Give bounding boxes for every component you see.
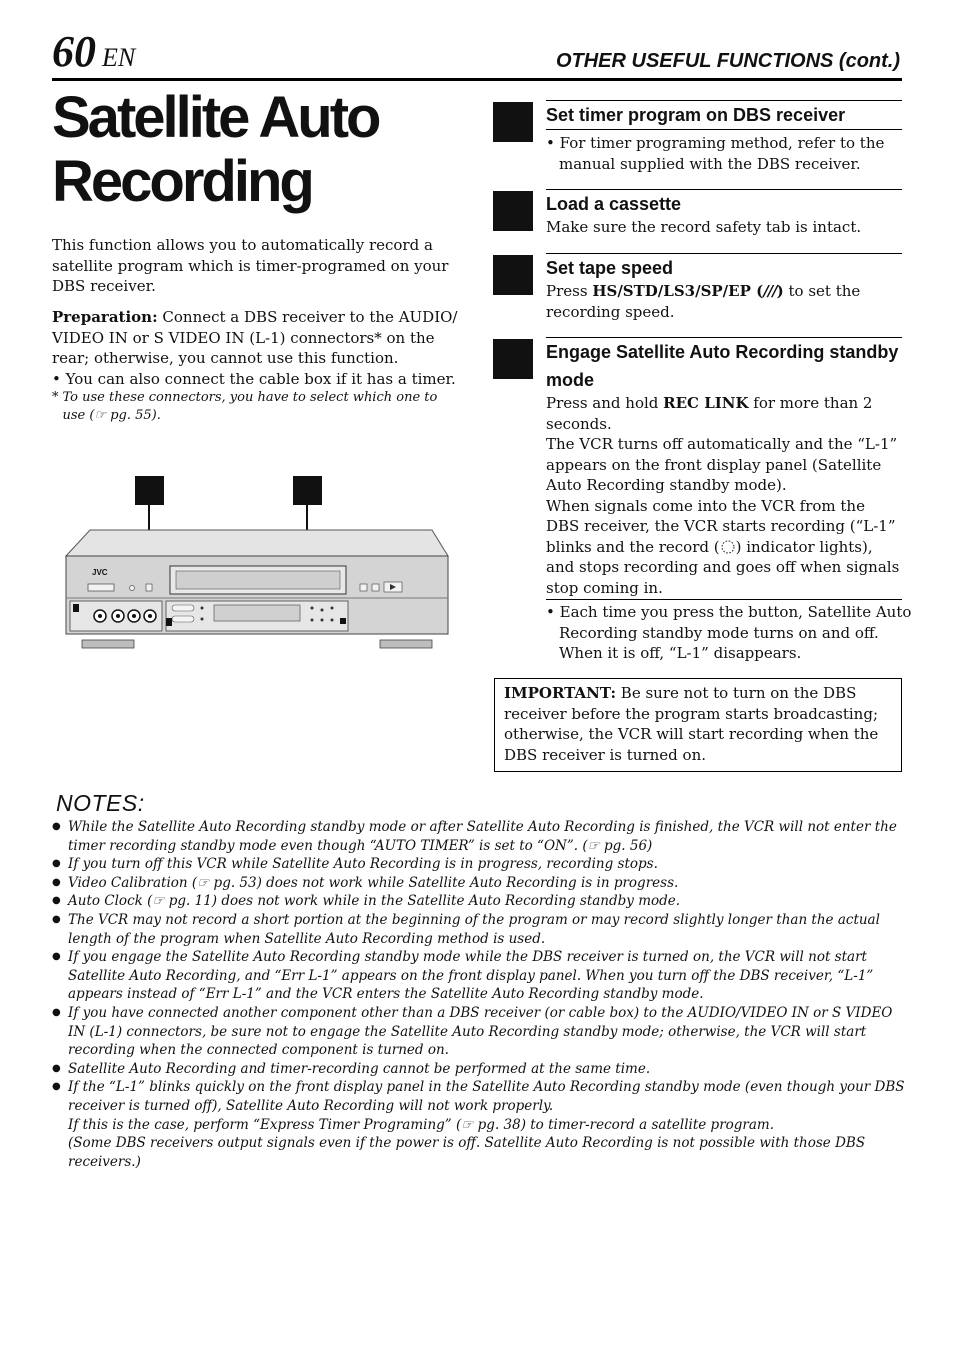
step-2-marker	[493, 191, 533, 231]
footnote	[52, 389, 462, 425]
step-2-text: Make sure the record safety tab is intact.	[546, 218, 862, 236]
important-box	[494, 678, 902, 772]
vcr-illustration	[60, 470, 460, 660]
note-item: ● If the “L-1” blinks quickly on the front display panel in the Satellite Auto Recording standby mode (even though your DBS receiver is turned off), Satellite Auto Recording will not work properly.	[52, 1079, 905, 1114]
step-4-marker	[493, 339, 533, 379]
page-title-line-2: Recording	[52, 149, 312, 214]
preparation-paragraph	[52, 307, 462, 389]
section-title: OTHER USEFUL FUNCTIONS (cont.)	[555, 50, 900, 72]
step-4-paragraph-2: The VCR turns off automatically and the “L-1” appears on the front display panel (Satellite Auto Recording standby mode).	[546, 435, 898, 494]
footnote-star: *	[52, 390, 59, 405]
speed-icon: ///	[763, 282, 777, 300]
step-4-bullet: • Each time you press the button, Satellite Auto Recording standby mode turns on and off. When it is off, “L-1” disappears.	[546, 603, 912, 662]
step-4-separator	[546, 599, 902, 600]
note-item: ● Satellite Auto Recording and timer-recording cannot be performed at the same time.	[52, 1060, 651, 1077]
note-item: ● The VCR may not record a short portion at the beginning of the program or may record slightly longer than the actual length of the program when Satellite Auto Recording method is used.	[52, 911, 880, 947]
page-number: 60 EN	[52, 27, 136, 76]
step-4-paragraph-3: When signals come into the VCR from the DBS receiver, the VCR starts recording (“L-1” blinks and the record ( ) indicator lights), and stops recording and goes off when signals stop coming in.	[546, 496, 900, 597]
important-text: Be sure not to turn on the DBS receiver before the program starts broadcasting; otherwise, the VCR will start recording when the DBS receiver is turned on.	[504, 684, 879, 764]
preparation-bullet: • You can also connect the cable box if it has a timer.	[52, 369, 456, 388]
notes-list	[52, 818, 912, 1171]
step-2-heading: Load a cassette	[546, 189, 902, 218]
note-item: ● Auto Clock (☞ pg. 11) does not work while in the Satellite Auto Recording standby mode.	[52, 893, 681, 910]
language-code: EN	[102, 43, 136, 72]
step-3-text: Press HS/STD/LS3/SP/EP (///) to set the recording speed.	[546, 282, 861, 321]
notes-title: NOTES:	[56, 790, 145, 816]
note-item: ● If you turn off this VCR while Satellite Auto Recording is in progress, recording stops.	[52, 856, 658, 873]
note-item: ● Video Calibration (☞ pg. 53) does not work while Satellite Auto Recording is in progress.	[52, 874, 679, 891]
page-title	[52, 86, 492, 214]
step-3-marker	[493, 255, 533, 295]
vcr-brand: JVC	[92, 568, 108, 577]
preparation-label: Preparation:	[52, 308, 158, 326]
note-item: ● While the Satellite Auto Recording standby mode or after Satellite Auto Recording is finished, the VCR will not enter the timer recording standby mode even though “AUTO TIMER” is set to “ON”. (☞ pg. 56)	[52, 819, 897, 854]
preparation-text: Connect a DBS receiver to the AUDIO/ VIDEO IN or S VIDEO IN (L-1) connectors* on the rear; otherwise, you cannot use this function.	[52, 308, 458, 367]
footnote-text: To use these connectors, you have to select which one to use (☞ pg. 55).	[62, 390, 438, 423]
callout-box-1	[135, 476, 164, 505]
step-4-heading: Engage Satellite Auto Recording standby mode	[546, 337, 902, 394]
step-4-paragraph-1: Press and hold REC LINK for more than 2 seconds.	[546, 394, 873, 433]
step-1-heading: Set timer program on DBS receiver	[546, 100, 902, 130]
page-title-line-1: Satellite Auto	[52, 85, 379, 150]
note-item: ● If you have connected another component other than a DBS receiver (or cable box) to the AUDIO/VIDEO IN or S VIDEO IN (L-1) connectors, be sure not to engage the Satellite Auto Recording standby mode; otherwise, the VCR will start recording when the connected component is turned on.	[52, 1004, 893, 1059]
note-item-continued: (Some DBS receivers output signals even if the power is off. Satellite Auto Recording is not possible with those DBS receivers.)	[68, 1135, 866, 1170]
step-3-heading: Set tape speed	[546, 253, 902, 282]
note-item: ● If you engage the Satellite Auto Recording standby mode while the DBS receiver is turned on, the VCR will not start Satellite Auto Recording, and “Err L-1” appears on the front display panel. When you turn off the DBS receiver, “L-1” appears instead of “Err L-1” and the VCR enters the Satellite Auto Recording standby mode.	[52, 949, 874, 1003]
step-4-text	[546, 393, 902, 598]
step-1-marker	[493, 102, 533, 142]
note-item-continued: If this is the case, perform “Express Timer Programing” (☞ pg. 38) to timer-record a satellite program.	[68, 1116, 775, 1133]
callout-box-2	[293, 476, 322, 505]
important-label: IMPORTANT:	[504, 684, 617, 702]
header-rule	[52, 78, 902, 81]
record-indicator-icon	[720, 540, 736, 554]
intro-paragraph: This function allows you to automatically record a satellite program which is timer-programed on your DBS receiver.	[52, 236, 449, 295]
step-1-text: • For timer programing method, refer to the manual supplied with the DBS receiver.	[546, 134, 885, 173]
